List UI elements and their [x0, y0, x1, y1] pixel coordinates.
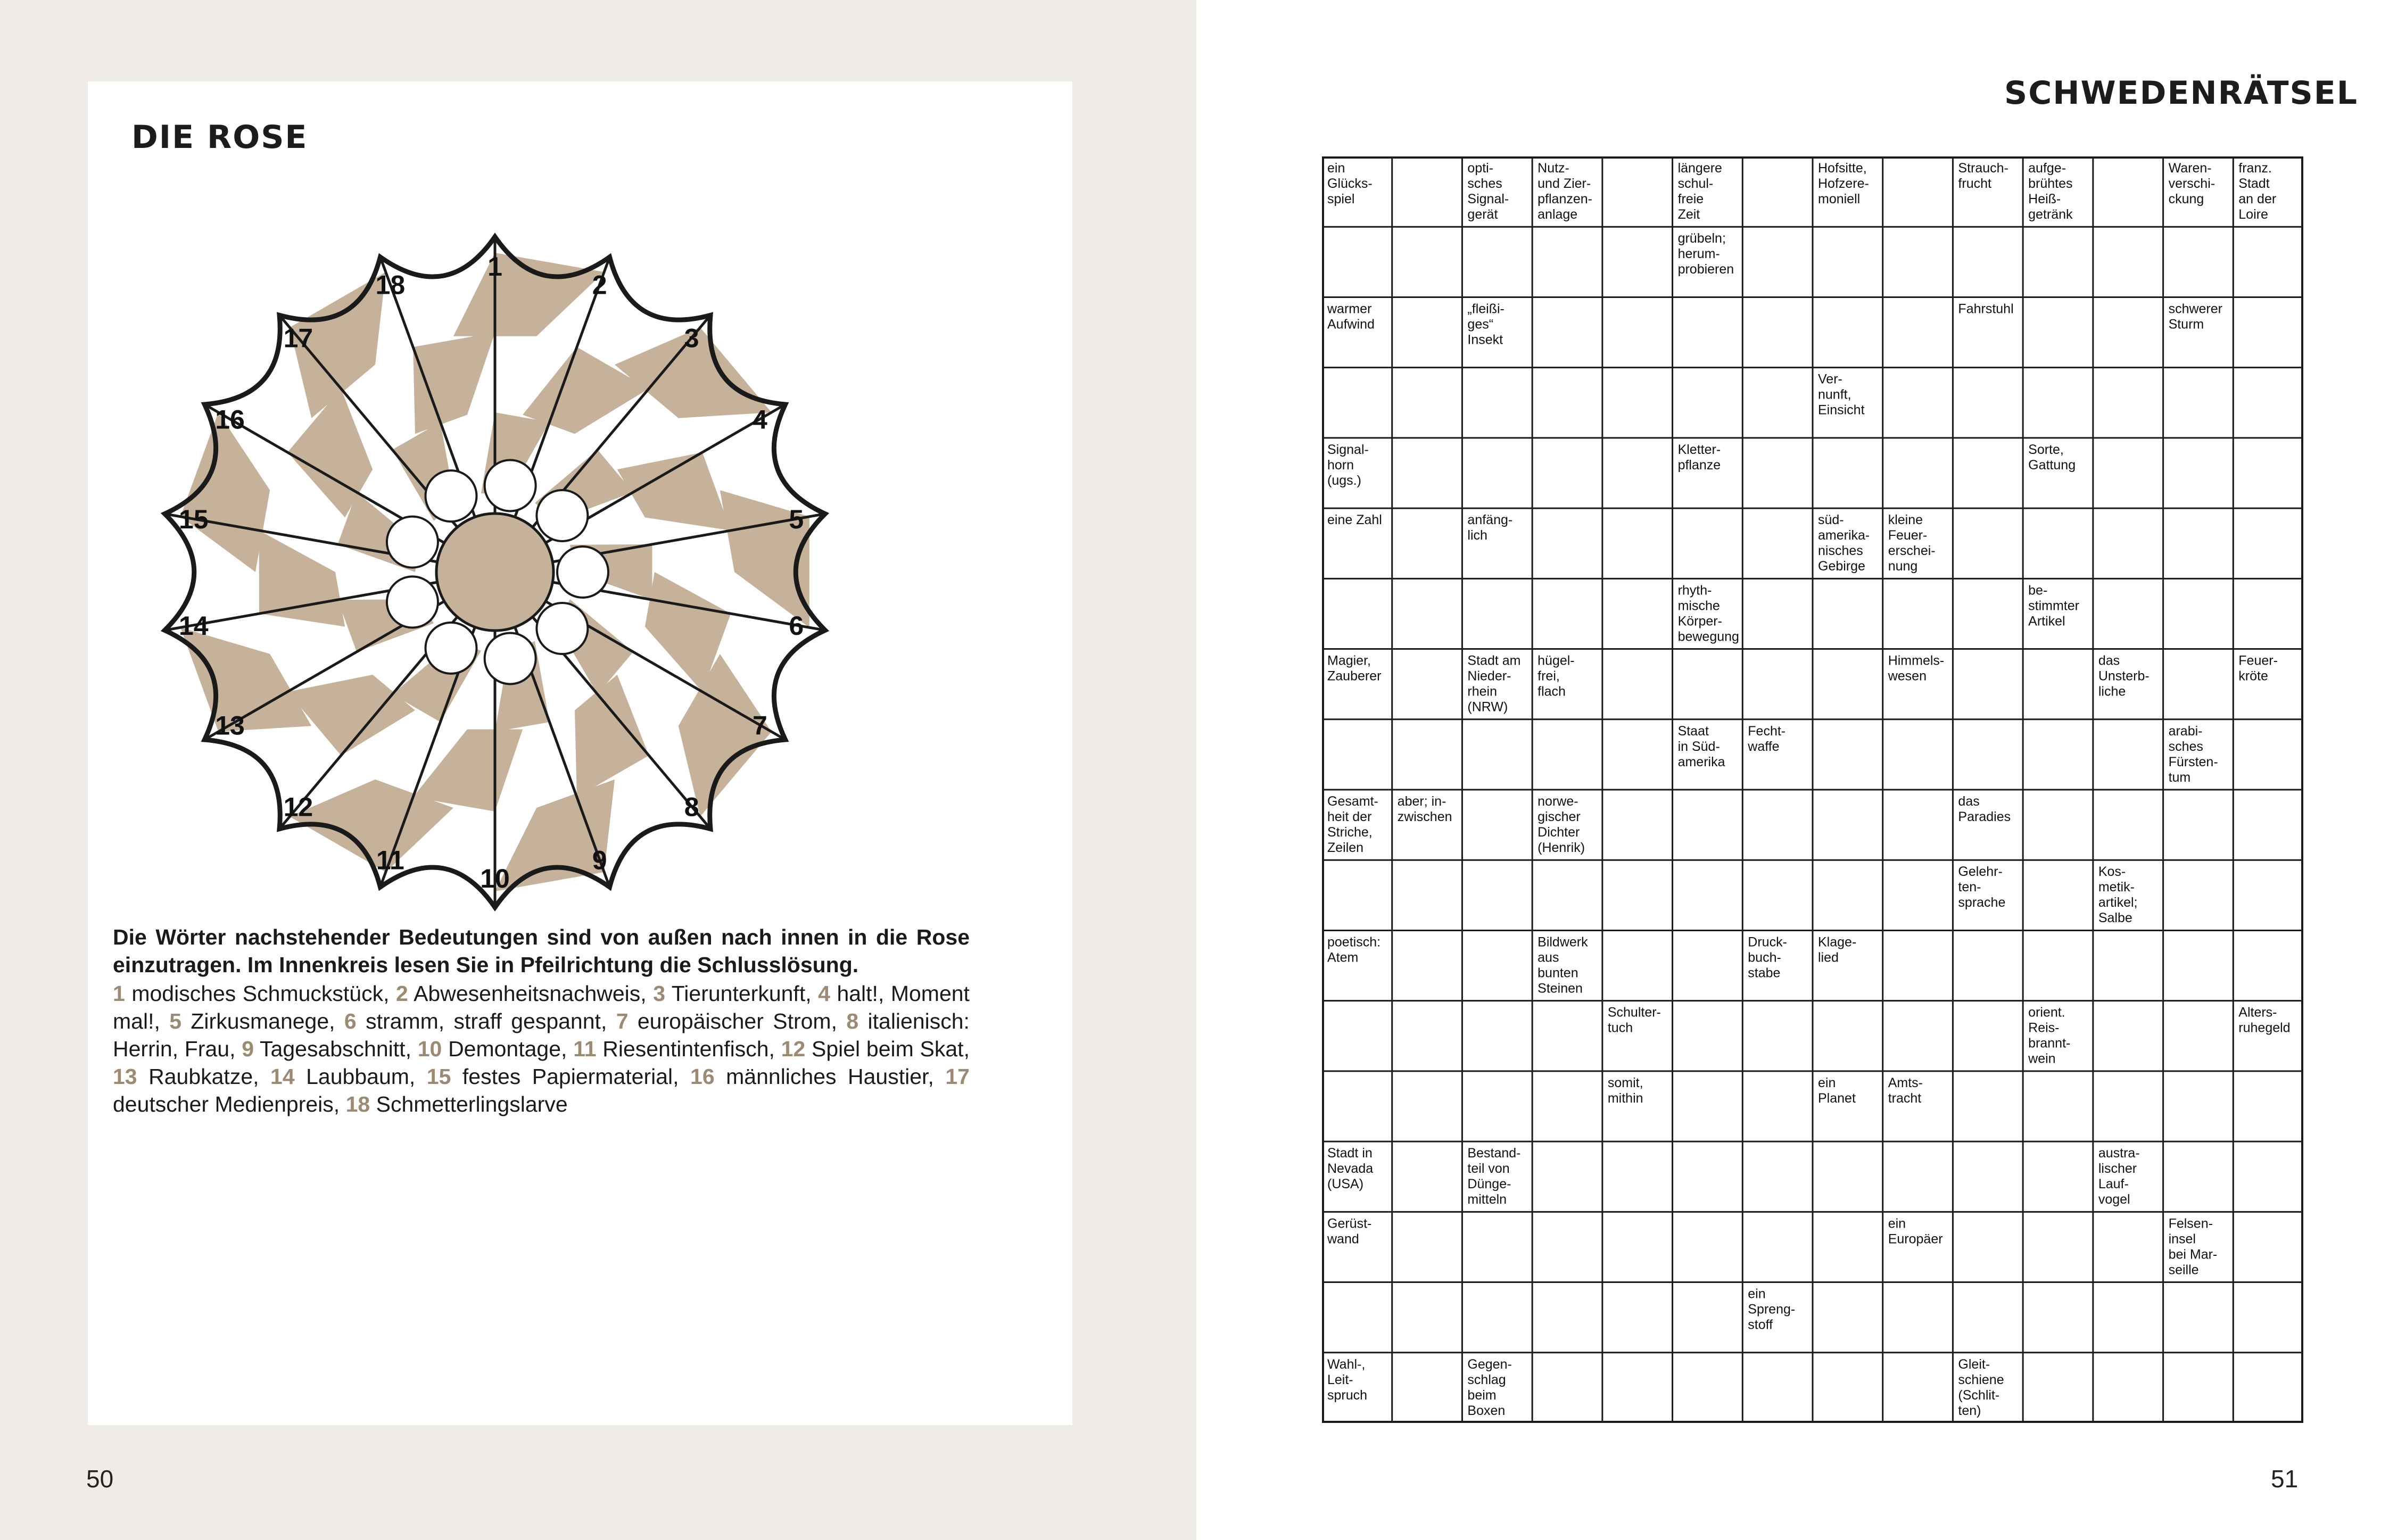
- clue-text: festes Papiermaterial: [462, 1064, 673, 1089]
- page-title: DIE ROSE: [131, 119, 308, 156]
- clue-cell-text: Gleit-schiene (Schlit-ten): [1958, 1356, 2004, 1418]
- petal-number: 15: [178, 504, 209, 535]
- clue-cell-text: Stadt am Nieder-rhein (NRW): [1467, 653, 1521, 715]
- clue-cell-text: aufge-brühtes Heiß-getränk: [2028, 161, 2073, 222]
- clue-cell-text: ein Europäer: [1888, 1216, 1943, 1247]
- clue-cell-text: Feuer-kröte: [2238, 653, 2278, 684]
- clue-text: Demontage: [448, 1037, 561, 1061]
- clue-cell-text: Himmels-wesen: [1888, 653, 1945, 684]
- clue-cell-text: Kos-metik-artikel; Salbe: [2098, 864, 2138, 926]
- petal-number: 18: [375, 270, 406, 300]
- inner-letter-circle: [387, 576, 438, 627]
- clue-item: 14 Laubbaum,: [270, 1064, 427, 1089]
- clue-number: 6: [344, 1009, 357, 1033]
- clue-number: 1: [113, 981, 125, 1006]
- clue-number: 12: [781, 1037, 806, 1061]
- center-circle: [436, 514, 553, 631]
- clue-cell-text: Bestand-teil von Dünge-mitteln: [1467, 1146, 1521, 1207]
- clue-cell-text: ein Spreng-stoff: [1748, 1286, 1796, 1332]
- clue-cell-text: hügel-frei, flach: [1537, 653, 1575, 699]
- clue-item: 17 deutscher Medienpreis,: [113, 1064, 970, 1116]
- clue-number: 18: [345, 1092, 370, 1116]
- clue-text: Tierunterkunft: [671, 981, 806, 1006]
- clue-cell-text: orient. Reis-brannt-wein: [2028, 1005, 2071, 1066]
- clue-cell-text: Strauch-frucht: [1958, 161, 2008, 191]
- clue-list: [113, 980, 970, 1118]
- clue-text: stramm, straff gespannt: [366, 1009, 601, 1033]
- clue-item: 9 Tagesabschnitt,: [242, 1037, 418, 1061]
- petal-number: 14: [178, 610, 209, 641]
- clue-text: Abwesenheitsnachweis: [414, 981, 641, 1006]
- clue-text: italienisch: Herrin, Frau: [113, 1009, 970, 1061]
- petal-number: 17: [283, 323, 313, 353]
- page-number-right: 51: [2271, 1465, 2299, 1493]
- clue-cell-text: Druck-buch-stabe: [1748, 934, 1787, 981]
- clue-cell-text: Bildwerk aus bunten Steinen: [1537, 934, 1588, 996]
- clue-number: 2: [396, 981, 408, 1006]
- clue-cell-text: Sorte, Gattung: [2028, 442, 2076, 473]
- inner-letter-circle: [426, 470, 477, 521]
- petal-number: 13: [215, 710, 245, 741]
- clue-cell-text: somit, mithin: [1607, 1075, 1643, 1106]
- clue-number: 9: [242, 1037, 254, 1061]
- clue-number: 13: [113, 1064, 137, 1089]
- clue-text: europäischer Strom: [637, 1009, 831, 1033]
- clue-cell-text: be-stimmter Artikel: [2028, 583, 2079, 629]
- clue-number: 10: [417, 1037, 442, 1061]
- clue-text: männliches Haustier: [726, 1064, 928, 1089]
- clue-cell-text: rhyth-mische Körper-bewegung: [1677, 583, 1739, 644]
- clue-cell-text: das Paradies: [1958, 794, 2011, 824]
- clue-cell-text: Signal-horn (ugs.): [1327, 442, 1369, 488]
- clue-cell-text: Gesamt-heit der Striche, Zeilen: [1327, 794, 1378, 855]
- clue-cell-text: Staat in Süd-amerika: [1677, 723, 1725, 769]
- clue-text: Laubbaum: [306, 1064, 409, 1089]
- rose-puzzle: [133, 184, 857, 961]
- petal-number: 8: [684, 792, 699, 822]
- clue-text: Riesentintenfisch: [602, 1037, 769, 1061]
- clue-text: modisches Schmuckstück: [131, 981, 384, 1006]
- inner-letter-circle: [485, 633, 536, 684]
- inner-letter-circle: [485, 460, 536, 511]
- clue-cell-text: kleine Feuer-erschei-nung: [1888, 512, 1936, 574]
- clue-number: 5: [169, 1009, 182, 1033]
- clue-cell-text: Wahl-, Leit-spruch: [1327, 1356, 1368, 1403]
- clue-text: Spiel beim Skat: [812, 1037, 964, 1061]
- clue-item: 4 halt!, Moment mal!,: [113, 981, 970, 1033]
- page-number-left: 50: [86, 1465, 114, 1493]
- crossword-grid: [1322, 156, 2303, 1423]
- clue-item: 7 europäischer Strom,: [616, 1009, 847, 1033]
- clue-cell-text: Gerüst-wand: [1327, 1216, 1372, 1247]
- clue-cell-text: opti-sches Signal-gerät: [1467, 161, 1509, 222]
- clue-cell-text: Fahrstuhl: [1958, 301, 2014, 317]
- clue-cell-text: das Unsterb-liche: [2098, 653, 2150, 699]
- clue-cell-text: Kletter-pflanze: [1677, 442, 1721, 473]
- clue-item: 15 festes Papiermaterial,: [426, 1064, 691, 1089]
- clue-text: Schmetterlingslarve: [376, 1092, 568, 1116]
- clue-number: 14: [270, 1064, 295, 1089]
- clue-cell-text: ein Glücks-spiel: [1327, 161, 1373, 206]
- clue-cell-text: ein Planet: [1818, 1075, 1856, 1106]
- clue-cell-text: Felsen-insel bei Mar-seille: [2168, 1216, 2218, 1278]
- clue-number: 11: [573, 1037, 597, 1061]
- clue-item: 8 italienisch: Herrin, Frau,: [113, 1009, 970, 1061]
- clue-cell-text: warmer Aufwind: [1327, 301, 1375, 332]
- clue-text: deutscher Medienpreis: [113, 1092, 334, 1116]
- inner-letter-circle: [536, 603, 588, 654]
- clue-item: 6 stramm, straff gespannt,: [344, 1009, 616, 1033]
- clue-item: 12 Spiel beim Skat,: [781, 1037, 970, 1061]
- clue-cell-text: aber; in-zwischen: [1397, 794, 1452, 824]
- clue-item: 10 Demontage,: [417, 1037, 574, 1061]
- inner-letter-circle: [426, 623, 477, 674]
- clue-item: 2 Abwesenheitsnachweis,: [396, 981, 654, 1006]
- clue-text: halt!, Moment mal!: [113, 981, 970, 1033]
- instructions-text: Die Wörter nachstehender Bedeutungen sind von außen nach innen in die Rose einzutragen. Im Innenkreis lesen Sie in Pfeilrichtung die Schlusslösung.: [113, 925, 970, 977]
- clue-cell-text: Gelehr-ten-sprache: [1958, 864, 2006, 910]
- clue-cell-text: poetisch: Atem: [1327, 934, 1381, 965]
- clue-cell-text: Waren-verschi-ckung: [2168, 161, 2216, 206]
- clue-item: 13 Raubkatze,: [113, 1064, 271, 1089]
- clue-cell-text: franz. Stadt an der Loire: [2238, 161, 2277, 222]
- clue-cell-text: „fleißi-ges“ Insekt: [1467, 301, 1505, 347]
- petal-number: 16: [215, 404, 245, 435]
- clue-text: Zirkusmanege: [191, 1009, 329, 1033]
- petal-number: 12: [283, 792, 313, 822]
- clue-number: 16: [690, 1064, 715, 1089]
- clue-number: 17: [945, 1064, 970, 1089]
- petal-number: 5: [789, 504, 804, 535]
- clue-number: 4: [818, 981, 830, 1006]
- clue-cell-text: Amts-tracht: [1888, 1075, 1923, 1106]
- clue-cell-text: Gegen-schlag beim Boxen: [1467, 1356, 1512, 1418]
- clue-cell-text: Alters-ruhegeld: [2238, 1005, 2291, 1036]
- clue-item: [346, 1092, 568, 1116]
- clue-cell-text: arabi-sches Fürsten-tum: [2168, 723, 2218, 785]
- clue-item: 1 modisches Schmuckstück,: [113, 981, 396, 1006]
- petal-number: 11: [376, 845, 404, 875]
- crossword-title: SCHWEDENRÄTSEL: [2004, 74, 2358, 112]
- clue-cell-text: Fecht-waffe: [1748, 723, 1786, 754]
- clue-cell-text: Schulter-tuch: [1607, 1005, 1661, 1036]
- clue-cell-text: eine Zahl: [1327, 512, 1382, 528]
- clue-number: 3: [653, 981, 665, 1006]
- clue-cell-text: anfäng-lich: [1467, 512, 1513, 543]
- clue-cell-text: Hofsitte, Hofzere-moniell: [1818, 161, 1869, 206]
- clue-cell-text: Klage-lied: [1818, 934, 1857, 965]
- shaded-region: [413, 729, 523, 812]
- clue-cell-text: längere schul-freie Zeit: [1677, 161, 1722, 222]
- shaded-region: [575, 675, 649, 797]
- clue-cell-text: süd-amerika-nisches Gebirge: [1818, 512, 1870, 574]
- clue-cell-text: grübeln; herum-probieren: [1677, 231, 1734, 277]
- inner-letter-circle: [536, 490, 588, 541]
- petal-number: 9: [592, 845, 607, 875]
- petal-number: 4: [753, 404, 767, 435]
- clue-item: 3 Tierunterkunft,: [653, 981, 819, 1006]
- clue-item: 16 männliches Haustier,: [690, 1064, 946, 1089]
- clue-text: Raubkatze: [148, 1064, 253, 1089]
- clue-cell-text: schwerer Sturm: [2168, 301, 2222, 332]
- inner-letter-circle: [387, 517, 438, 568]
- petal-number: 3: [684, 323, 699, 353]
- clue-cell-text: Ver-nunft, Einsicht: [1818, 371, 1865, 418]
- petal-number: 1: [487, 252, 502, 281]
- shaded-region: [453, 253, 604, 336]
- petal-number: 7: [753, 710, 767, 741]
- petal-number: 10: [480, 864, 510, 893]
- instructions: [113, 923, 970, 1118]
- petal-number: 6: [789, 610, 804, 641]
- inner-letter-circle: [557, 547, 608, 598]
- clue-item: 5 Zirkusmanege,: [169, 1009, 344, 1033]
- petal-number: 2: [592, 270, 607, 300]
- clue-cell-text: Stadt in Nevada (USA): [1327, 1146, 1374, 1192]
- clue-cell-text: Nutz-und Zier-pflanzen-anlage: [1537, 161, 1593, 222]
- clue-number: 8: [846, 1009, 859, 1033]
- clue-text: Tagesabschnitt: [260, 1037, 406, 1061]
- clue-cell-text: austra-lischer Lauf-vogel: [2098, 1146, 2140, 1207]
- clue-cell-text: norwe-gischer Dichter (Henrik): [1537, 794, 1585, 855]
- clue-number: 15: [426, 1064, 451, 1089]
- clue-cell-text: Magier, Zauberer: [1327, 653, 1382, 684]
- clue-item: 11 Riesentintenfisch,: [573, 1037, 781, 1061]
- clue-number: 7: [616, 1009, 629, 1033]
